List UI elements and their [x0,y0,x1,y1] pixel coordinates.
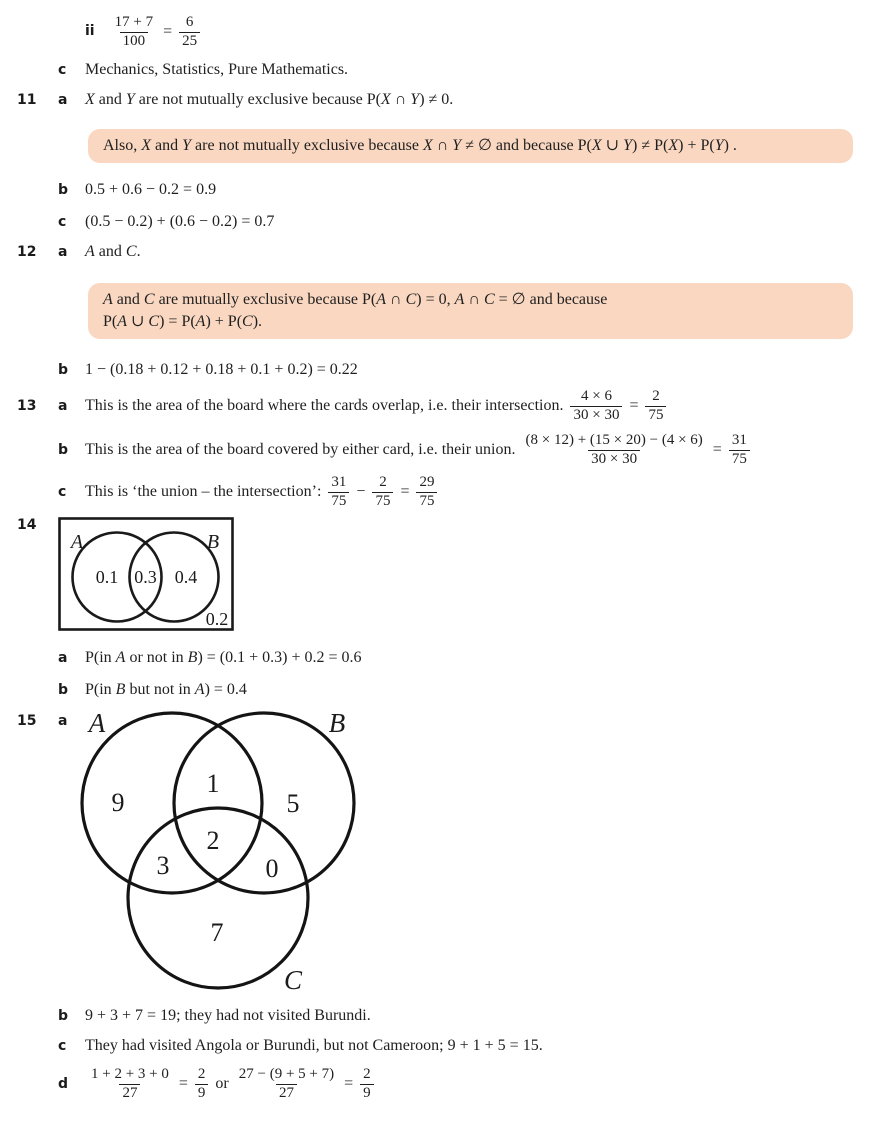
part-label: a [58,92,68,108]
math-variable: X [422,137,433,154]
text-segment: or [211,1075,233,1092]
part-label: b [58,1008,69,1024]
text-segment: and [94,91,126,108]
math-fraction [179,14,200,50]
math-variable: A [115,649,126,666]
text-segment: ) = (0.1 + 0.3) + 0.2 = 0.6 [197,649,362,666]
math-variable: A [454,291,465,308]
math-variable: C [148,313,160,330]
part-label: b [58,682,69,698]
math-fraction [729,432,750,468]
math-fraction [570,388,622,424]
text-segment: ∩ [390,91,411,108]
math-variable: C [405,291,417,308]
text-segment: = [340,1075,358,1092]
fraction-denominator: 30 × 30 [588,450,640,469]
math-fraction [195,1066,209,1102]
region-b-only-value: 0.4 [174,567,198,587]
region-ab-value: 1 [206,769,220,798]
text-segment: ∩ [432,137,453,154]
part-label: a [58,398,68,414]
row-q14b [0,678,886,702]
part-label: c [58,62,67,78]
fraction-denominator: 25 [179,32,200,51]
math-variable: A [376,291,387,308]
text-segment: ) . [723,137,737,154]
row-part-c [0,58,886,82]
part-label: c [58,484,67,500]
text-segment: ∩ [464,291,484,308]
fraction-denominator: 9 [195,1084,209,1103]
math-variable: B [187,649,198,666]
math-variable: C [143,291,155,308]
text-segment: 0.5 + 0.6 − 0.2 = 0.9 [85,181,217,198]
part-label: b [58,442,69,458]
solution-text [85,8,880,56]
solution-text [85,210,880,234]
question-number: 11 [17,92,37,108]
fraction-numerator: 6 [185,13,194,30]
fraction-numerator: 1 + 2 + 3 + 0 [91,1065,169,1082]
part-label: c [58,1038,67,1054]
venn-diagram-three-sets [62,710,362,995]
text-segment: (0.5 − 0.2) + (0.6 − 0.2) = 0.7 [85,213,275,230]
math-variable: A [103,291,113,308]
fraction-numerator: 2 [652,387,660,404]
math-variable: A [117,313,128,330]
math-variable: Y [452,137,462,154]
text-segment: = [625,397,643,414]
question-number: 12 [17,244,37,260]
solution-text [85,358,880,382]
text-segment: = [159,23,177,40]
text-segment: They had visited Angola or Burundi, but not Cameroon; 9 + 1 + 5 = 15. [85,1037,543,1054]
fraction-denominator: 100 [120,32,149,51]
solution-text [85,178,880,202]
region-a-only-value: 9 [111,788,125,817]
callout-text [103,289,838,311]
question-number: 13 [17,398,37,414]
text-segment: ∪ [127,313,149,330]
math-variable: Y [182,137,192,154]
math-variable: X [591,137,602,154]
fraction-denominator: 27 [119,1084,140,1103]
question-number: 15 [17,713,37,729]
solution-text [85,474,880,510]
text-segment: and [94,243,126,260]
row-q11c [0,210,886,234]
solution-text [85,88,880,112]
solution-text [85,429,880,471]
part-label: b [58,362,69,378]
region-c-only-value: 7 [210,918,224,947]
text-segment: are not mutually exclusive because [191,137,423,154]
fraction-denominator: 9 [360,1084,374,1103]
row-q11b [0,178,886,202]
text-segment: Also, [103,137,142,154]
solution-text [85,388,880,424]
set-b-label: B [328,710,346,738]
math-fraction [112,14,156,50]
question-number: 14 [17,517,37,533]
solution-text [85,646,880,670]
text-segment: are not mutually exclusive because P( [134,91,381,108]
solution-text [85,1034,880,1058]
text-segment: = [396,483,414,500]
text-segment: = [174,1075,192,1092]
row-q13b [0,429,886,471]
row-part-ii [0,8,886,56]
math-variable: A [194,681,205,698]
text-segment: ) ≠ 0. [419,91,454,108]
callout-text [103,311,838,333]
math-variable: C [483,291,495,308]
callout-box [88,129,853,163]
set-b-circle [174,713,354,893]
part-label: c [58,214,67,230]
row-q12b [0,358,886,382]
part-label: a [58,244,68,260]
math-fraction [416,474,437,510]
fraction-numerator: (8 × 12) + (15 × 20) − (4 × 6) [525,431,703,448]
text-segment: ) + P( [678,137,715,154]
region-ac-value: 3 [156,851,170,880]
row-q11a [0,88,886,112]
math-fraction [523,432,706,468]
fraction-denominator: 75 [645,406,666,425]
fraction-numerator: 17 + 7 [114,13,154,30]
text-segment: . [136,243,141,260]
math-variable: X [85,91,95,108]
text-segment: 9 + 3 + 7 = 19; they had not visited Burundi. [85,1007,371,1024]
text-segment: Mechanics, Statistics, Pure Mathematics. [85,61,349,78]
row-q15c [0,1034,886,1058]
region-abc-value: 2 [206,826,220,855]
text-segment: This is the area of the board covered by either card, i.e. their union. [85,441,520,458]
part-label: a [58,650,68,666]
text-segment: = ∅ and because [494,291,608,308]
set-a-label: A [88,710,106,738]
math-variable: Y [623,137,632,154]
set-b-label: B [206,531,220,553]
fraction-denominator: 75 [328,492,349,511]
text-segment: ≠ ∅ and because P( [461,137,592,154]
math-variable: Y [714,137,724,154]
text-segment: ) = 0, [416,291,455,308]
text-segment: ) = P( [159,313,196,330]
fraction-denominator: 75 [372,492,393,511]
region-bc-value: 0 [265,854,279,883]
fraction-numerator: 31 [331,473,347,490]
region-a-only-value: 0.1 [95,567,119,587]
text-segment: ∪ [601,137,624,154]
set-c-label: C [283,965,303,995]
math-variable: C [242,313,253,330]
text-segment: are mutually exclusive because P( [154,291,377,308]
fraction-denominator: 75 [729,450,750,469]
text-segment: ) + P( [205,313,243,330]
region-intersection-value: 0.3 [134,567,157,587]
fraction-numerator: 27 − (9 + 5 + 7) [238,1065,335,1082]
math-fraction [236,1066,337,1102]
region-outside-value: 0.2 [205,609,229,629]
math-variable: X [380,91,391,108]
row-q12a [0,240,886,264]
solution-text [85,678,880,702]
math-variable: Y [410,91,420,108]
fraction-denominator: 30 × 30 [570,406,622,425]
callout-box [88,283,853,339]
set-a-circle [82,713,262,893]
region-b-only-value: 5 [286,789,300,818]
fraction-numerator: 31 [731,431,747,448]
math-variable: X [668,137,679,154]
math-fraction [328,474,349,510]
text-segment: = [708,441,726,458]
math-fraction [372,474,393,510]
row-q15d [0,1062,886,1106]
math-variable: A [195,313,206,330]
text-segment: 1 − (0.18 + 0.12 + 0.18 + 0.1 + 0.2) = 0.22 [85,361,358,378]
callout-text [103,135,838,157]
row-q14a [0,646,886,670]
fraction-numerator: 29 [419,473,435,490]
math-variable: A [85,243,95,260]
set-a-label: A [70,531,84,553]
row-q15b [0,1004,886,1028]
text-segment: ) ≠ P( [631,137,669,154]
venn-diagram-two-sets [58,517,234,631]
math-fraction [645,388,666,424]
text-segment: P(in [85,681,116,698]
solution-text [85,58,880,82]
text-segment: This is ‘the union – the intersection’: [85,483,326,500]
text-segment: or not in [125,649,188,666]
fraction-numerator: 2 [197,1065,206,1082]
part-label: b [58,182,69,198]
row-q13c [0,474,886,510]
fraction-numerator: 2 [379,473,387,490]
text-segment: and [151,137,183,154]
part-label: d [58,1076,69,1092]
solution-text [85,1004,880,1028]
math-variable: Y [125,91,135,108]
fraction-denominator: 27 [276,1084,297,1103]
text-segment: This is the area of the board where the cards overlap, i.e. their intersection. [85,397,568,414]
part-label: a [58,713,68,729]
text-segment: P(in [85,649,116,666]
text-segment: and [112,291,144,308]
text-segment: P( [103,313,118,330]
math-variable: B [115,681,126,698]
solution-text [85,1062,880,1106]
text-segment: ∩ [386,291,406,308]
fraction-numerator: 4 × 6 [580,387,612,404]
part-label: ii [85,23,95,40]
text-segment: ). [252,313,263,330]
text-segment: ) = 0.4 [204,681,247,698]
fraction-numerator: 2 [363,1065,371,1082]
text-segment: but not in [125,681,195,698]
fraction-denominator: 75 [416,492,437,511]
math-variable: C [125,243,137,260]
math-variable: X [141,137,152,154]
math-fraction [88,1066,172,1102]
math-fraction [360,1066,374,1102]
text-segment: − [352,483,370,500]
solution-text [85,240,880,264]
row-q13a [0,388,886,424]
